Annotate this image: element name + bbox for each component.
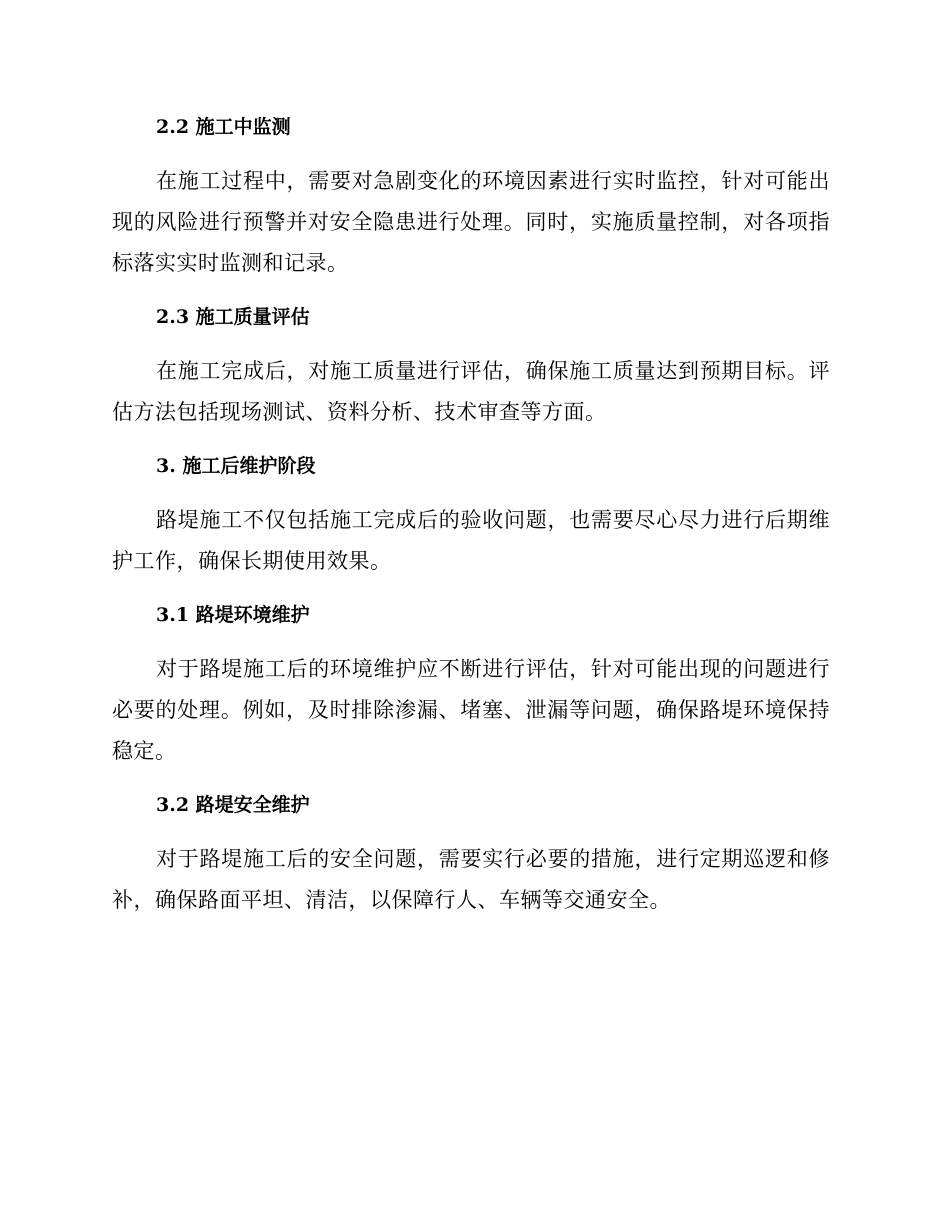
section-paragraph-3-2: 对于路堤施工后的安全问题，需要实行必要的措施，进行定期巡逻和修补，确保路面平坦、清洁，以保障行人、车辆等交通安全。 <box>112 847 830 912</box>
section-heading-3-1: 3.1 路堤环境维护 <box>156 604 310 626</box>
section-paragraph-2-3: 在施工完成后，对施工质量进行评估，确保施工质量达到预期目标。评估方法包括现场测试、资料分析、技术审查等方面。 <box>112 359 830 424</box>
section-paragraph-3-1: 对于路堤施工后的环境维护应不断进行评估，针对可能出现的问题进行必要的处理。例如，及时排除渗漏、堵塞、泄漏等问题，确保路堤环境保持稳定。 <box>112 657 830 763</box>
section-paragraph-3: 路堤施工不仅包括施工完成后的验收问题，也需要尽心尽力进行后期维护工作，确保长期使用效果。 <box>112 508 830 573</box>
document-body <box>112 110 830 921</box>
section-heading-3: 3. 施工后维护阶段 <box>156 455 316 477</box>
section-heading-2-3: 2.3 施工质量评估 <box>156 306 310 328</box>
section-paragraph-2-2: 在施工过程中，需要对急剧变化的环境因素进行实时监控，针对可能出现的风险进行预警并对安全隐患进行处理。同时，实施质量控制，对各项指标落实实时监测和记录。 <box>112 169 830 275</box>
section-heading-3-2: 3.2 路堤安全维护 <box>156 794 310 816</box>
section-heading-2-2: 2.2 施工中监测 <box>156 116 291 138</box>
